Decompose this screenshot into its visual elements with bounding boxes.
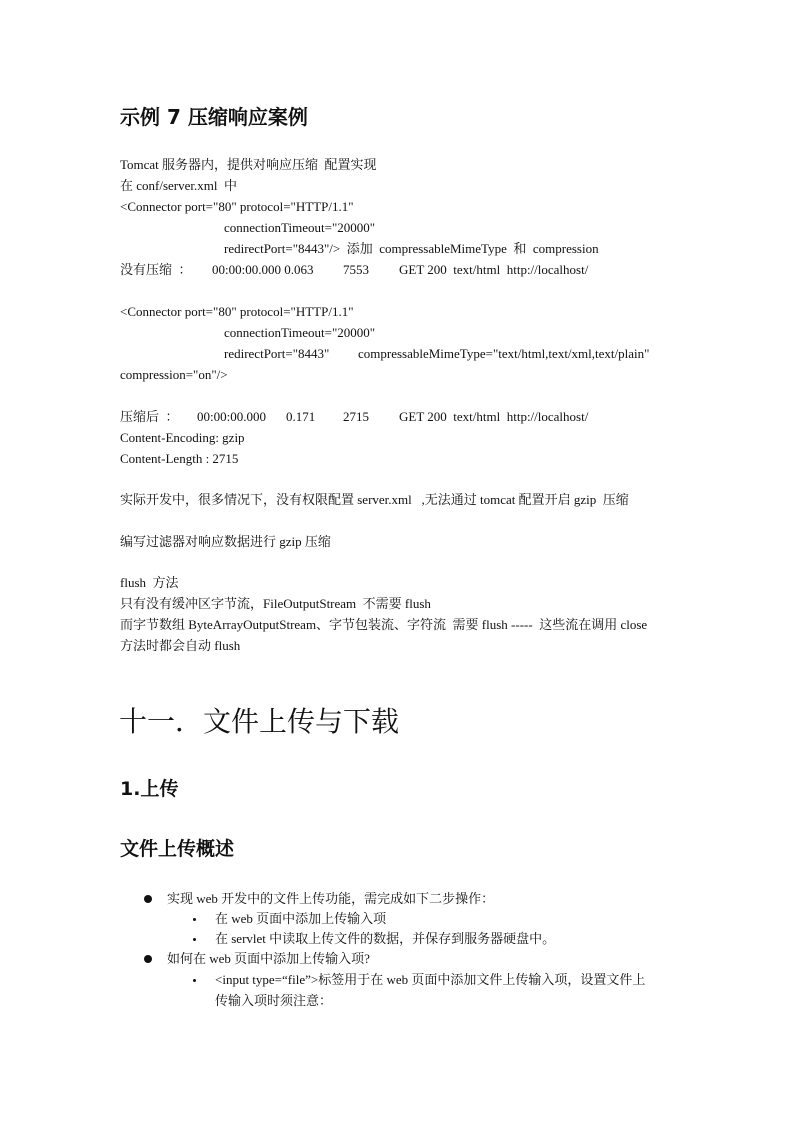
bullet-icon bbox=[144, 895, 152, 903]
row-time: 00:00:00.000 0.063 bbox=[212, 262, 314, 277]
code-line: redirectPort="8443"/> 添加 compressableMimeType 和 compression bbox=[224, 241, 599, 256]
row-size: 7553 bbox=[343, 262, 369, 277]
row-label: 压缩后 ： bbox=[120, 409, 179, 424]
row-request: GET 200 text/html http://localhost/ bbox=[399, 262, 589, 277]
list-item: 在 servlet 中读取上传文件的数据，并保存到服务器硬盘中。 bbox=[215, 931, 556, 946]
row-request: GET 200 text/html http://localhost/ bbox=[399, 409, 589, 424]
paragraph-line: 只有没有缓冲区字节流，FileOutputStream 不需要 flush bbox=[120, 596, 431, 611]
header-line: Content-Encoding: gzip bbox=[120, 430, 245, 445]
chapter-title: 十一．文件上传与下载 bbox=[119, 705, 400, 738]
row-time: 00:00:00.000 bbox=[197, 409, 266, 424]
code-line: <Connector port="80" protocol="HTTP/1.1" bbox=[120, 304, 354, 319]
paragraph-line: 实际开发中，很多情况下，没有权限配置 server.xml ,无法通过 tomcat 配置开启 gzip 压缩 bbox=[120, 492, 629, 507]
code-line: compressableMimeType="text/html,text/xml,text/plain" bbox=[358, 346, 650, 361]
list-item: <input type=“file”>标签用于在 web 页面中添加文件上传输入项，设置文件上 bbox=[215, 972, 646, 987]
bullet-icon bbox=[144, 955, 152, 963]
paragraph-line: 在 conf/server.xml 中 bbox=[120, 178, 237, 193]
header-line: Content-Length : 2715 bbox=[120, 451, 239, 466]
code-line: compression="on"/> bbox=[120, 367, 228, 382]
sub-bullet-icon bbox=[193, 979, 196, 982]
paragraph-line: flush 方法 bbox=[120, 575, 179, 590]
list-item: 实现 web 开发中的文件上传功能，需完成如下二步操作： bbox=[167, 891, 495, 906]
sub-bullet-icon bbox=[193, 918, 196, 921]
list-item-continuation: 传输入项时须注意： bbox=[215, 993, 333, 1008]
row-duration: 0.171 bbox=[286, 409, 316, 424]
list-item: 在 web 页面中添加上传输入项 bbox=[215, 911, 387, 926]
section-title: 示例 7 压缩响应案例 bbox=[120, 105, 308, 129]
row-label: 没有压缩 ： bbox=[120, 262, 192, 277]
list-item: 如何在 web 页面中添加上传输入项? bbox=[167, 951, 370, 966]
row-size: 2715 bbox=[343, 409, 369, 424]
code-line: connectionTimeout="20000" bbox=[224, 220, 376, 235]
code-line: <Connector port="80" protocol="HTTP/1.1" bbox=[120, 199, 354, 214]
code-line: redirectPort="8443" bbox=[224, 346, 330, 361]
paragraph-line: 编写过滤器对响应数据进行 gzip 压缩 bbox=[120, 534, 331, 549]
overview-title: 文件上传概述 bbox=[120, 838, 235, 860]
paragraph-line: 而字节数组 ByteArrayOutputStream、字节包装流、字符流 需要 flush ----- 这些流在调用 close bbox=[120, 617, 648, 632]
paragraph-line: Tomcat 服务器内，提供对响应压缩 配置实现 bbox=[120, 157, 377, 172]
paragraph-line: 方法时都会自动 flush bbox=[120, 638, 241, 653]
code-line: connectionTimeout="20000" bbox=[224, 325, 376, 340]
subsection-title: 1.上传 bbox=[120, 778, 179, 800]
sub-bullet-icon bbox=[193, 938, 196, 941]
